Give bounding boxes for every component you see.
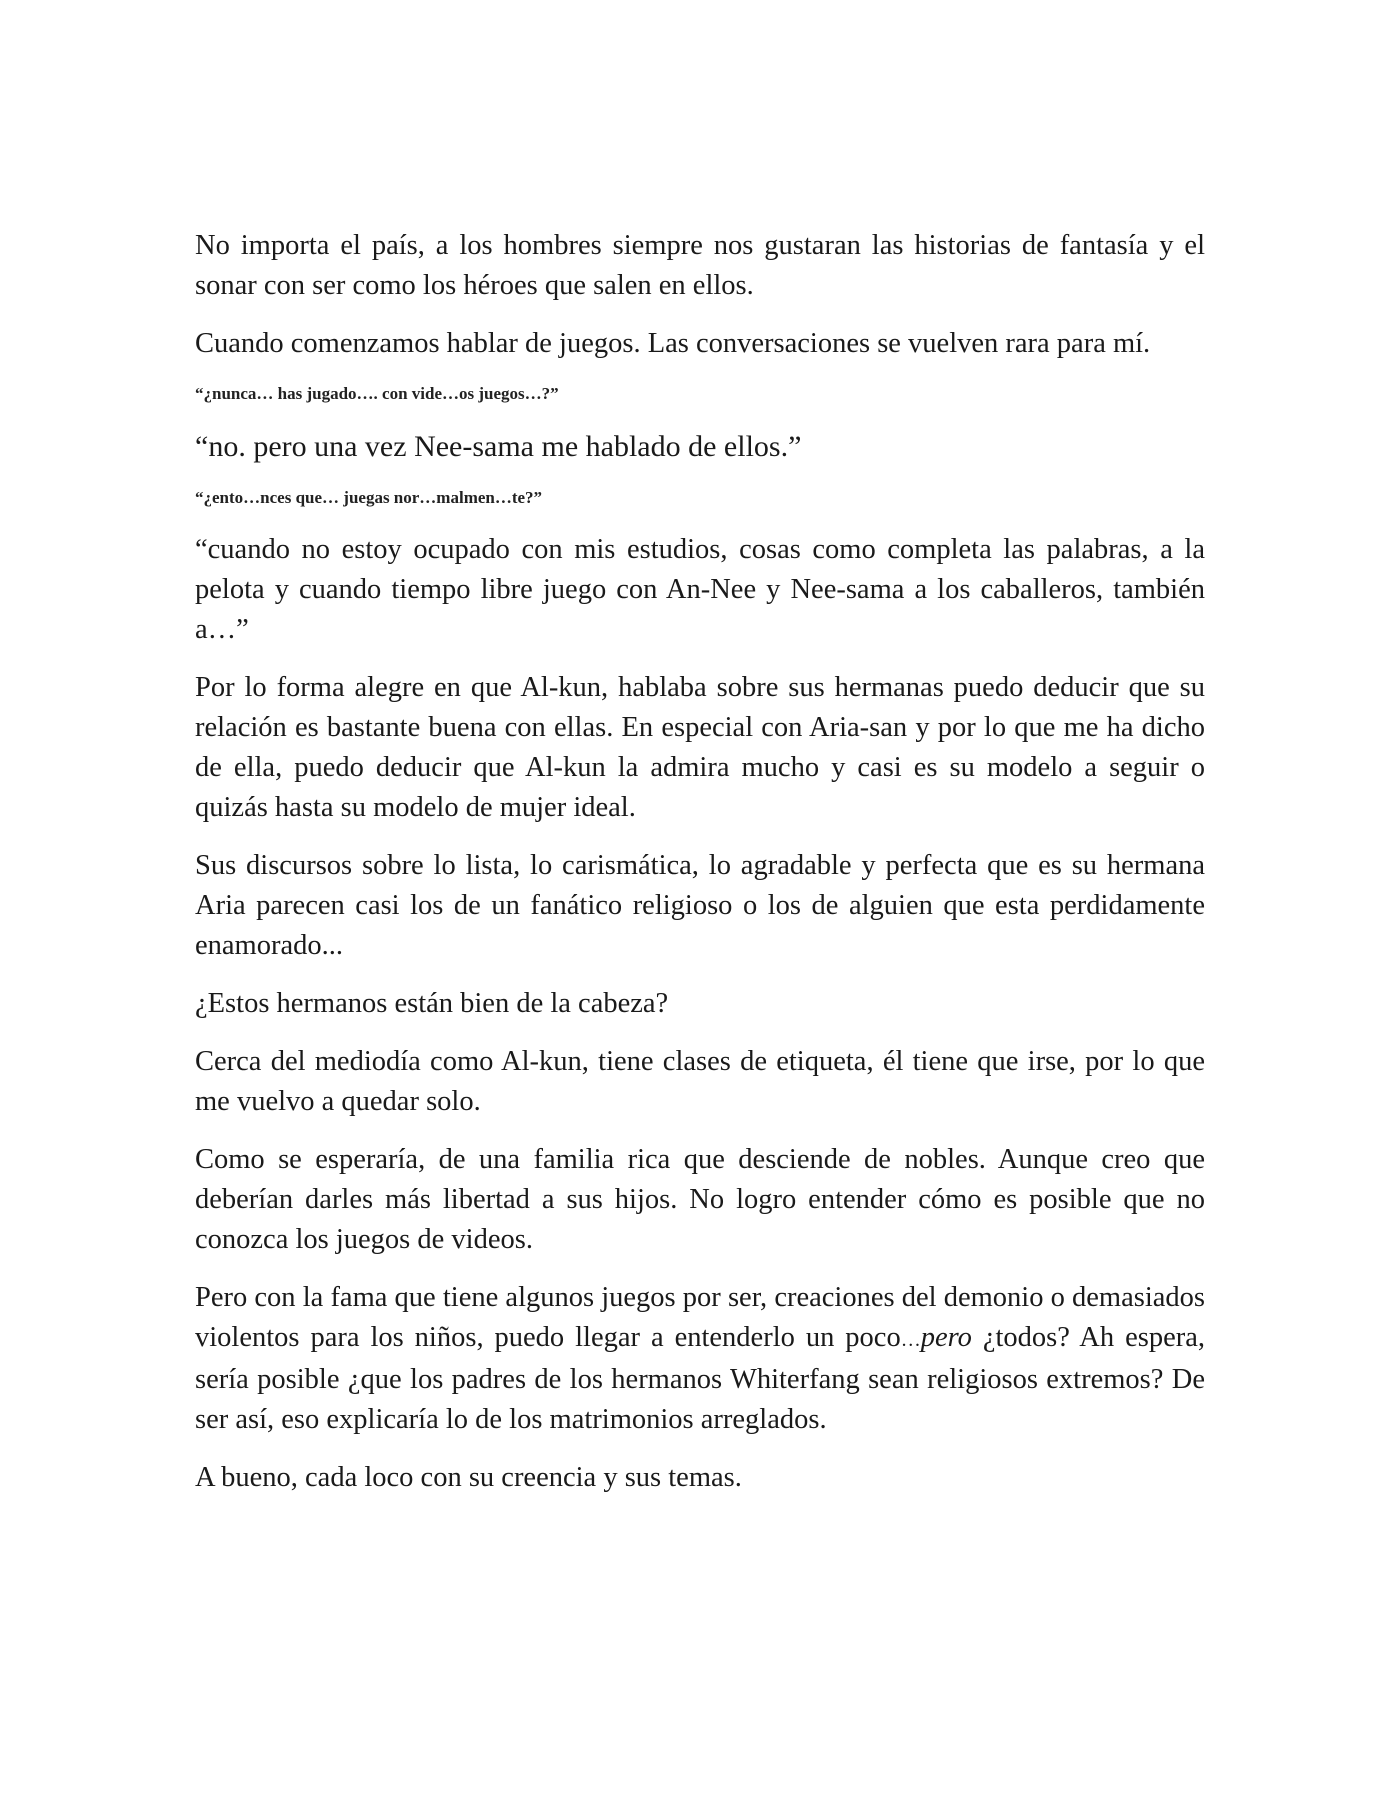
paragraph-2: Cuando comenzamos hablar de juegos. Las conversaciones se vuelven rara para mí.	[195, 328, 1151, 359]
paragraph-5: ¿Estos hermanos están bien de la cabeza?	[195, 988, 669, 1019]
paragraph-1: No importa el país, a los hombres siempre nos gustaran las historias de fantasía y el sonar con ser como los héroes que salen en ellos.	[195, 230, 1205, 301]
paragraph-3: Por lo forma alegre en que Al-kun, hablaba sobre sus hermanas puedo deducir que su relación es bastante buena con ellas. En especial con Aria-san y por lo que me ha dicho de ella, puedo deducir que Al-kun la admira mucho y casi es su modelo a seguir o quizás hasta su modelo de mujer ideal.	[195, 672, 1205, 823]
paragraph-8-start: Pero con la fama que tiene algunos juegos por ser, creaciones del demonio o demasiados violentos para los niños, puedo llegar a entenderlo un poco	[195, 1282, 1205, 1353]
paragraph-4: Sus discursos sobre lo lista, lo carismática, lo agradable y perfecta que es su hermana Aria parecen casi los de un fanático religioso o los de alguien que esta perdidamente enamorado...	[195, 850, 1205, 961]
paragraph-9: A bueno, cada loco con su creencia y sus temas.	[195, 1462, 742, 1493]
dialog-whisper-2: “¿ento…nces que… juegas nor…malmen…te?”	[195, 488, 543, 507]
paragraph-6: Cerca del mediodía como Al-kun, tiene clases de etiqueta, él tiene que irse, por lo que me vuelvo a quedar solo.	[195, 1046, 1205, 1117]
dialog-whisper-1: “¿nunca… has jugado…. con vide…os juegos…?”	[195, 384, 559, 403]
paragraph-7: Como se esperaría, de una familia rica que desciende de nobles. Aunque creo que deberían darles más libertad a sus hijos. No logro entender cómo es posible que no conozca los juegos de videos.	[195, 1144, 1205, 1255]
document-page	[195, 226, 1205, 1516]
paragraph-8-italic: pero	[920, 1322, 972, 1353]
paragraph-8-end: ¿todos? Ah espera, sería posible ¿que los padres de los hermanos Whiterfang sean religiosos extremos? De ser así, eso explicaría lo de los matrimonios arreglados.	[195, 1322, 1206, 1435]
dialog-line-2: “cuando no estoy ocupado con mis estudios, cosas como completa las palabras, a la pelota y cuando tiempo libre juego con An-Nee y Nee-sama a los caballeros, también a…”	[195, 534, 1205, 645]
paragraph-8	[195, 1278, 1205, 1440]
dialog-line-1: “no. pero una vez Nee-sama me hablado de ellos.”	[195, 430, 802, 463]
paragraph-8-ellipsis: …	[900, 1329, 921, 1351]
